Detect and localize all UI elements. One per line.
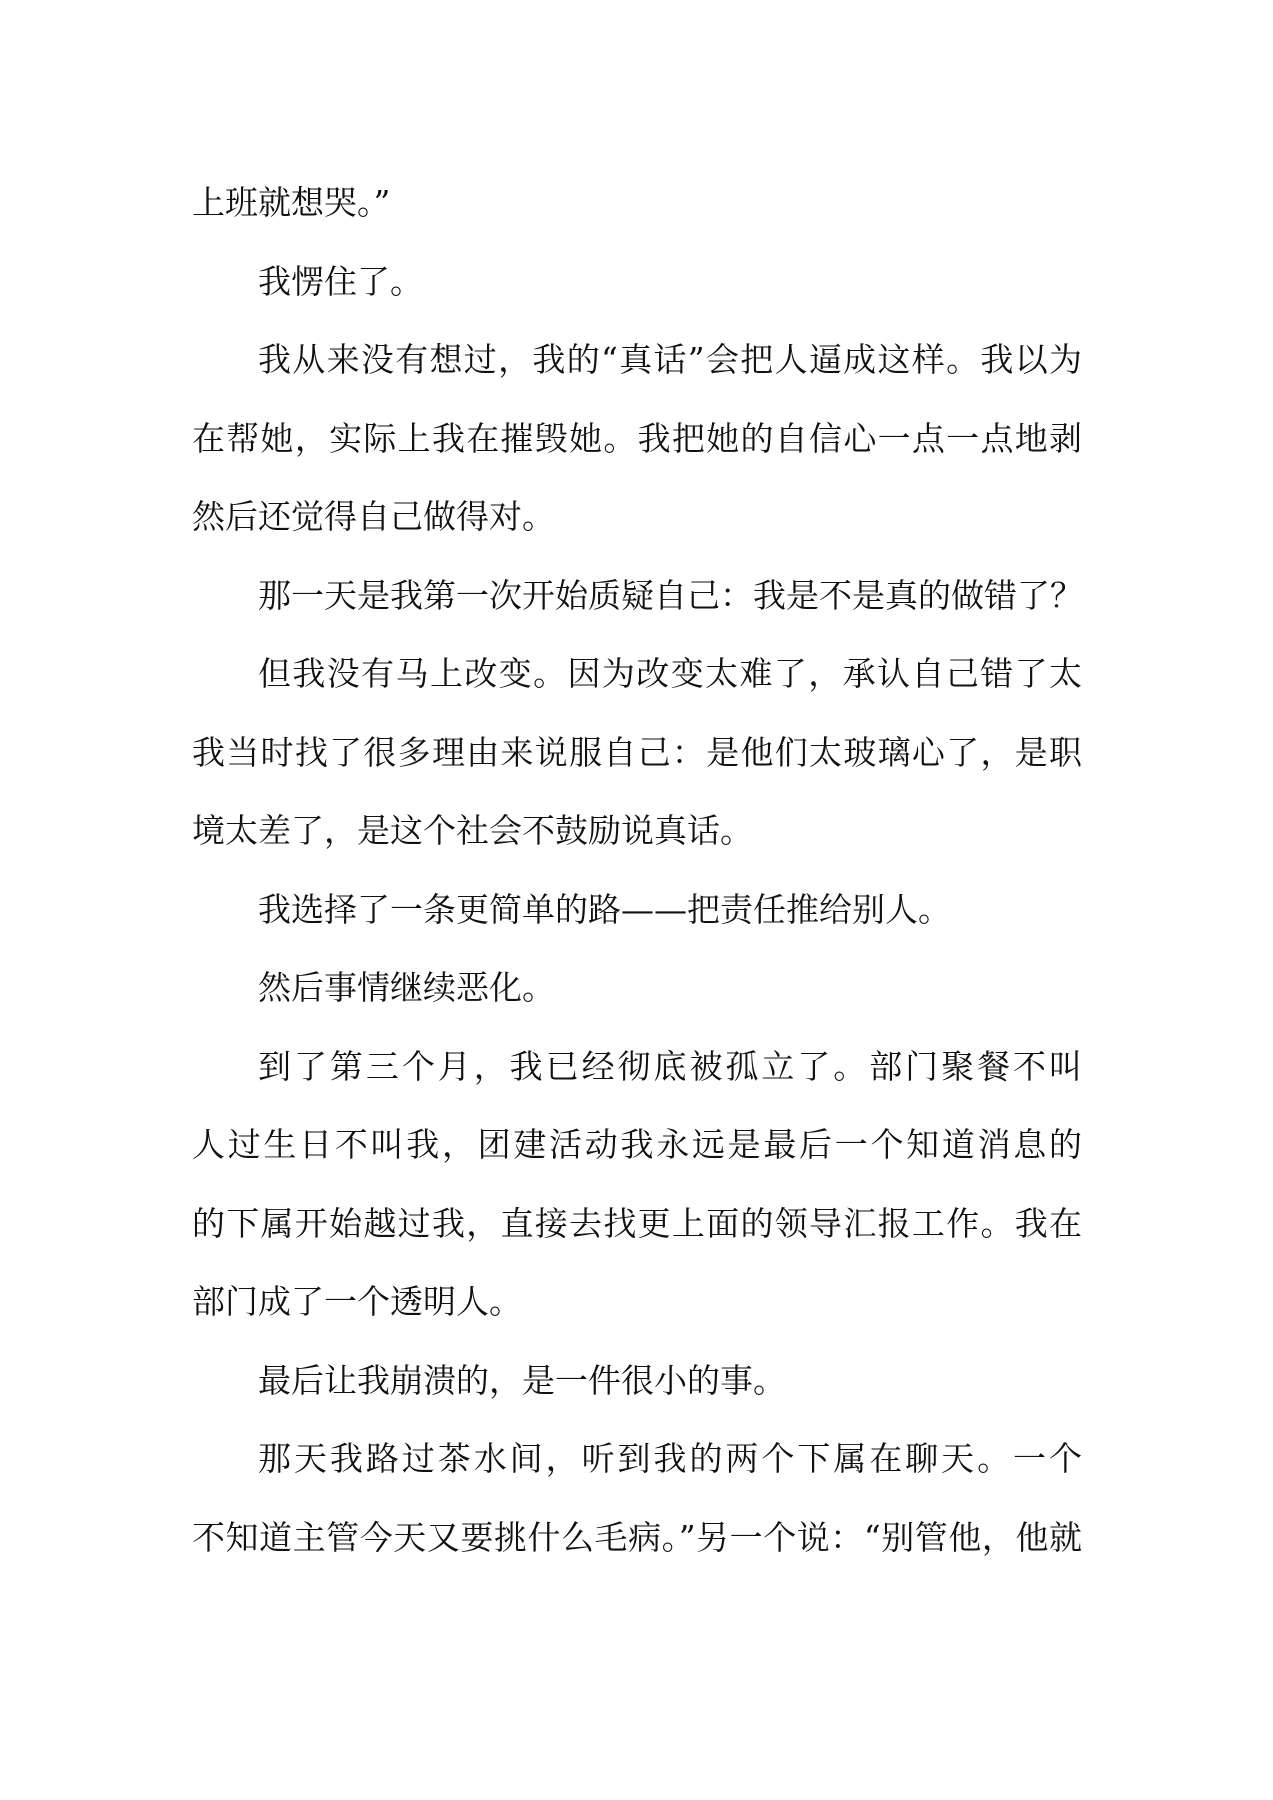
text-line: 境太差了，是这个社会不鼓励说真话。 — [192, 811, 753, 850]
text-line: 的下属开始越过我，直接去找更上面的领导汇报工作。我在 — [192, 1203, 1082, 1243]
body-text — [192, 164, 1082, 1577]
text-line: 部门成了一个透明人。 — [192, 1282, 522, 1321]
text-line: 但我没有马上改变。因为改变太难了，承认自己错了太 — [258, 654, 1082, 693]
text-line: 那一天是我第一次开始质疑自己：我是不是真的做错了？ — [258, 575, 1083, 615]
text-line: 人过生日不叫我，团建活动我永远是最后一个知道消息的 — [192, 1125, 1082, 1164]
text-line: 我选择了一条更简单的路——把责任推给别人。 — [258, 889, 951, 929]
text-line: 我从来没有想过，我的“真话”会把人逼成这样。我以为 — [258, 340, 1082, 379]
text-line: 然后事情继续恶化。 — [258, 968, 555, 1007]
text-line: 到了第三个月，我已经彻底被孤立了。部门聚餐不叫 — [258, 1046, 1082, 1086]
text-line: 然后还觉得自己做得对。 — [192, 497, 555, 536]
text-line: 我当时找了很多理由来说服自己：是他们太玻璃心了，是职 — [192, 732, 1082, 772]
text-line: 我愣住了。 — [258, 261, 423, 301]
text-line: 在帮她，实际上我在摧毁她。我把她的自信心一点一点地剥 — [192, 418, 1082, 458]
text-line: 最后让我崩溃的，是一件很小的事。 — [258, 1360, 786, 1400]
text-line: 上班就想哭。” — [192, 183, 391, 222]
text-line: 不知道主管今天又要挑什么毛病。”另一个说：“别管他，他就 — [192, 1517, 1082, 1557]
text-line: 那天我路过茶水间，听到我的两个下属在聊天。一个 — [258, 1439, 1082, 1478]
